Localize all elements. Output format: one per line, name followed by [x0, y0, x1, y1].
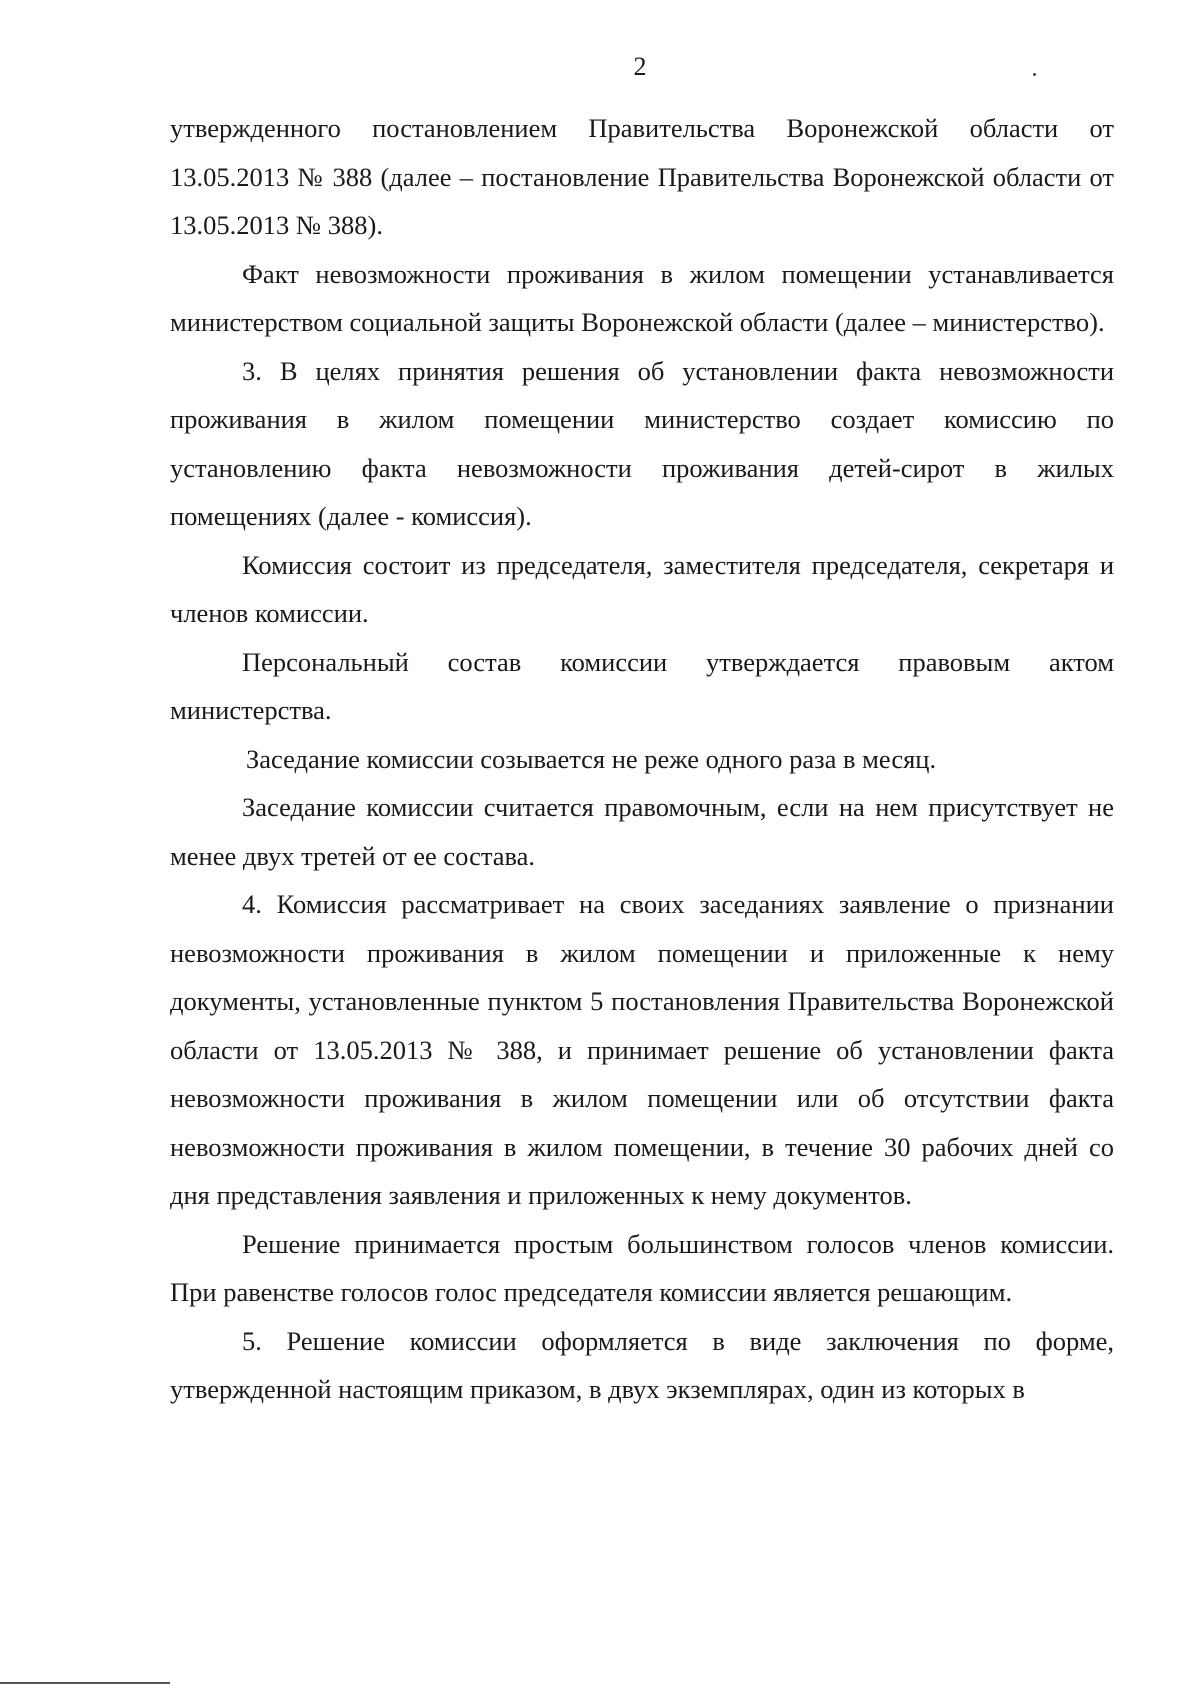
paragraph-item-4: 4. Комиссия рассматривает на своих заседаниях заявление о признании невозможности проживания в жилом помещении и приложенные к нему документы, установленные пунктом 5 постановления Правительства Воронежской области от 13.05.2013 № 388, и принимает решение об установлении факта невозможности проживания в жилом помещении или об отсутствии факта невозможности проживания в жилом помещении, в течение 30 рабочих дней со дня представления заявления и приложенных к нему документов.	[170, 889, 1114, 1210]
paragraph-quorum: Заседание комиссии считается правомочным, если на нем присутствует не менее двух третей от ее состава.	[170, 792, 1114, 871]
paragraph-item-5: 5. Решение комиссии оформляется в виде заключения по форме, утвержденной настоящим приказом, в двух экземплярах, один из которых в	[170, 1325, 1114, 1404]
paragraph-continuation: утвержденного постановлением Правительства Воронежской области от 13.05.2013 № 388 (далее – постановление Правительства Воронежской области от 13.05.2013 № 388).	[170, 113, 1114, 240]
scan-speck	[1033, 73, 1036, 76]
paragraph-meeting-frequency: Заседание комиссии созывается не реже одного раза в месяц.	[246, 743, 937, 774]
paragraph-personal-composition: Персональный состав комиссии утверждается правовым актом министерства.	[170, 646, 1114, 725]
page-number: 2	[633, 52, 647, 81]
footnote-rule	[0, 1682, 170, 1684]
document-body	[170, 104, 1114, 1414]
paragraph-fact-established: Факт невозможности проживания в жилом помещении устанавливается министерством социальной защиты Воронежской области (далее – министерство).	[170, 258, 1114, 337]
paragraph-item-3: 3. В целях принятия решения об установлении факта невозможности проживания в жилом помещении министерство создает комиссию по установлению факта невозможности проживания детей-сирот в жилых помещениях (далее - комиссия).	[170, 355, 1114, 531]
paragraph-decision-majority: Решение принимается простым большинством голосов членов комиссии. При равенстве голосов голос председателя комиссии является решающим.	[170, 1228, 1114, 1307]
paragraph-commission-composition: Комиссия состоит из председателя, заместителя председателя, секретаря и членов комиссии.	[170, 549, 1114, 628]
